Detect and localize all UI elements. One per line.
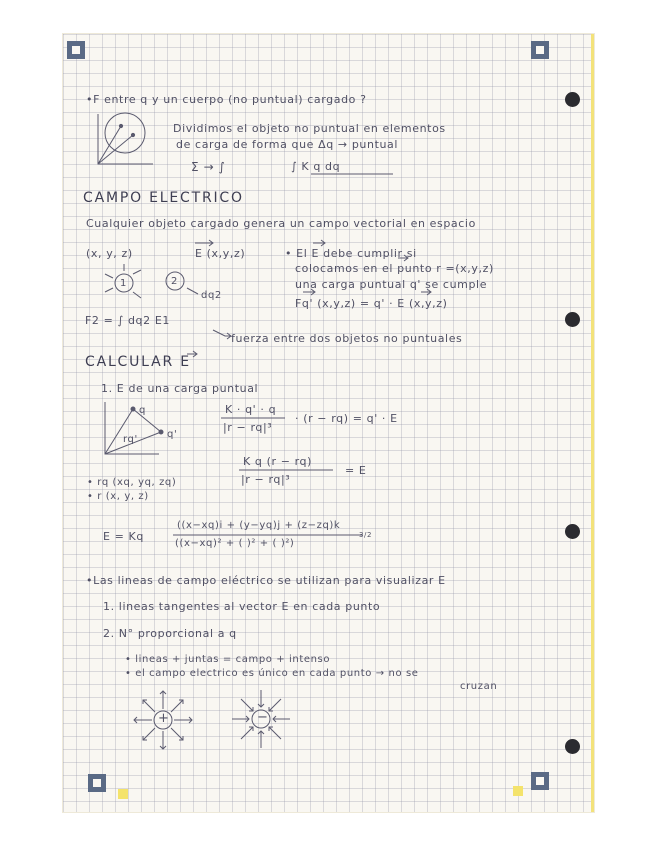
formula: · (r − rq) = q' · E — [295, 412, 398, 425]
notebook-page — [63, 34, 594, 812]
formula: F2 = ∫ dq2 E1 — [85, 314, 170, 327]
charge-1-sketch — [115, 274, 133, 292]
note-line: Fq' (x,y,z) = q' · E (x,y,z) — [295, 297, 448, 310]
note-line: • rq (xq, yq, zq) — [87, 477, 177, 488]
note-line: fuerza entre dos objetos no puntuales — [231, 332, 463, 345]
charge-label: rq' — [123, 434, 138, 445]
note-line: •F entre q y un cuerpo (no puntual) cargado ? — [86, 93, 367, 106]
vector-arrow — [421, 289, 431, 295]
note-line: 2. N° proporcional a q — [103, 627, 237, 640]
heading: CALCULAR E — [85, 354, 191, 370]
note-line: 1. E de una carga puntual — [101, 382, 259, 395]
charge-label: q' — [167, 429, 178, 440]
negative-charge-sketch — [252, 710, 270, 728]
charge-label: q — [139, 405, 146, 416]
note-line: una carga puntual q' se cumple — [295, 278, 488, 291]
note-line: • el campo electrico es único en cada punto → no se — [125, 668, 419, 679]
vector-arrow — [303, 289, 315, 295]
sketch-layer — [63, 34, 591, 812]
formula: = E — [345, 464, 367, 477]
note-line: • lineas + juntas = campo + intenso — [125, 654, 331, 665]
charged-body-sketch — [105, 113, 145, 153]
vector-arrow — [398, 255, 408, 261]
position-vector — [98, 126, 133, 164]
note-line: cruzan — [460, 681, 498, 692]
note-line: Cualquier objeto cargado genera un campo vectorial en espacio — [86, 217, 476, 230]
inward-field-lines — [232, 690, 290, 748]
formula: ((x−xq)i + (y−yq)j + (z−zq)k — [177, 520, 341, 531]
charge-label: 1 — [120, 278, 127, 289]
charge-2-sketch — [166, 272, 184, 290]
formula: ((x−xq)² + ( )² + ( )²) — [175, 538, 295, 549]
formula: Σ → ∫ — [191, 160, 226, 174]
pointer-arrow — [213, 330, 231, 339]
formula-exponent: 3/2 — [359, 531, 373, 539]
dq2-pointer — [187, 288, 198, 294]
note-line: E (x,y,z) — [195, 247, 246, 260]
vector-arrow — [195, 240, 213, 246]
heading: CAMPO ELECTRICO — [83, 190, 244, 206]
note-line: 1. lineas tangentes al vector E en cada punto — [103, 600, 381, 613]
charge-label: 2 — [171, 276, 178, 287]
note-line: • r (x, y, z) — [87, 491, 149, 502]
note-line: • El E debe cumplir si — [285, 247, 417, 260]
note-line: Dividimos el objeto no puntual en elementos — [173, 122, 446, 135]
formula: K q (r − rq) — [243, 455, 313, 468]
note-line: (x, y, z) — [86, 247, 133, 260]
vector-arrow — [313, 240, 325, 246]
formula: |r − rq|³ — [223, 421, 273, 434]
formula: ∫ K q dq — [291, 160, 341, 173]
positive-sign: + — [158, 711, 170, 726]
positive-charge-sketch — [154, 711, 172, 729]
note-line: colocamos en el punto r =(x,y,z) — [295, 262, 494, 275]
field-arrows — [105, 264, 141, 298]
formula: |r − rq|³ — [241, 473, 291, 486]
position-vector — [105, 409, 161, 454]
formula: K · q' · q — [225, 403, 277, 416]
charge-label: dq2 — [201, 290, 222, 301]
vector-arrow — [187, 351, 197, 357]
outward-field-lines — [134, 691, 192, 749]
formula: E = Kq — [103, 530, 144, 543]
negative-sign: − — [257, 710, 269, 725]
note-line: •Las lineas de campo eléctrico se utilizan para visualizar E — [86, 574, 446, 587]
note-line: de carga de forma que Δq → puntual — [176, 138, 399, 151]
